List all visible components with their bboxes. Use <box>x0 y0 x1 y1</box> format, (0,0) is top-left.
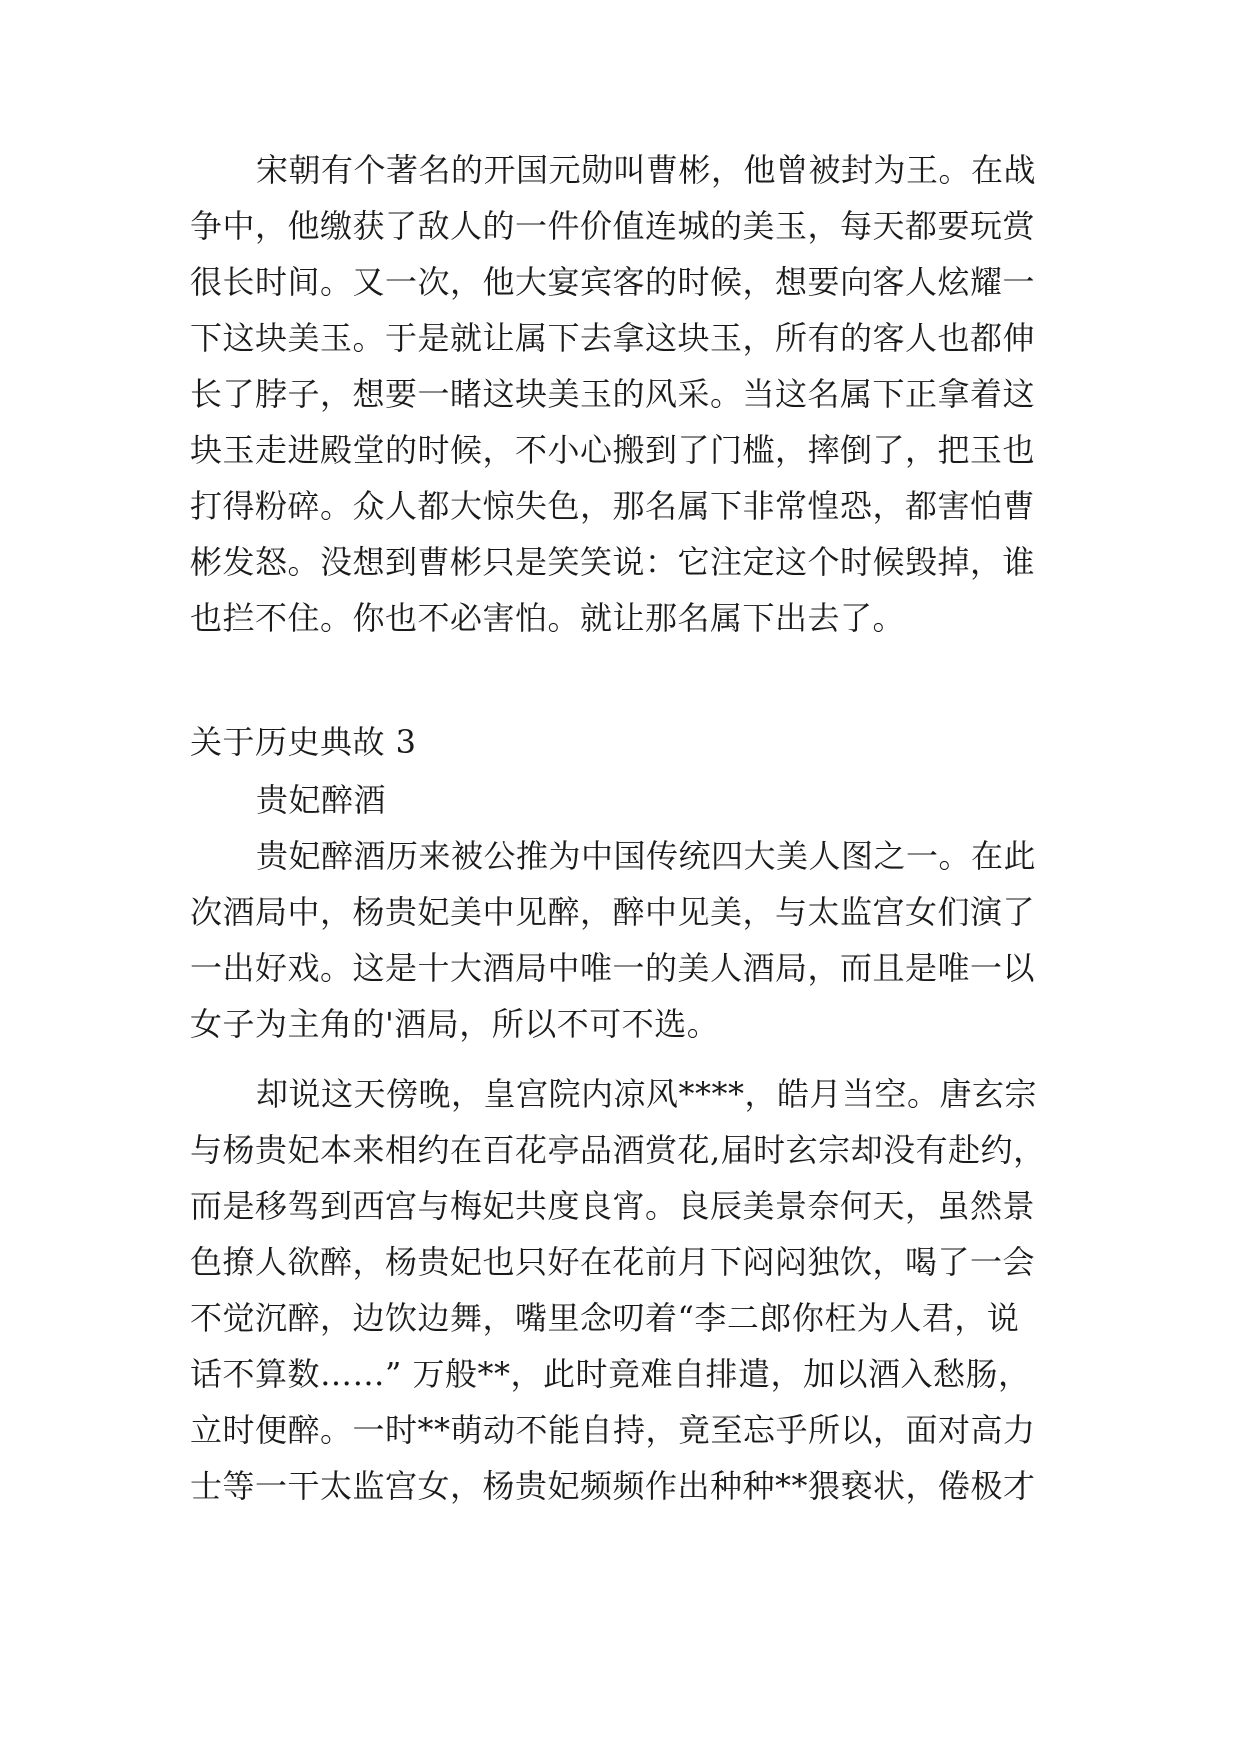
paragraph-3-line-3: 而是移驾到西宫与梅妃共度良宵。良辰美景奈何天，虽然景 <box>190 1187 1036 1225</box>
paragraph-2-line-1: 贵妃醉酒历来被公推为中国传统四大美人图之一。在此 <box>256 837 1037 875</box>
paragraph-1-line-8: 彬发怒。没想到曹彬只是笑笑说：它注定这个时候毁掉，谁 <box>190 543 1036 581</box>
paragraph-2-line-2: 次酒局中，杨贵妃美中见醉，醉中见美，与太监宫女们演了 <box>190 893 1036 931</box>
paragraph-3-line-6: 话不算数……” 万般**，此时竟难自排遣，加以酒入愁肠， <box>190 1355 1031 1393</box>
paragraph-1-line-3: 很长时间。又一次，他大宴宾客的时候，想要向客人炫耀一 <box>190 263 1036 301</box>
paragraph-3-line-7: 立时便醉。一时**萌动不能自持，竟至忘乎所以，面对高力 <box>190 1411 1036 1449</box>
paragraph-3-line-8: 士等一干太监宫女，杨贵妃频频作出种种**猥亵状，倦极才 <box>190 1467 1036 1505</box>
paragraph-3-line-1: 却说这天傍晚，皇宫院内凉风****，皓月当空。唐玄宗 <box>256 1075 1038 1113</box>
paragraph-1-line-7: 打得粉碎。众人都大惊失色，那名属下非常惶恐，都害怕曹 <box>190 487 1036 525</box>
subtitle: 贵妃醉酒 <box>256 781 387 819</box>
paragraph-2-line-3: 一出好戏。这是十大酒局中唯一的美人酒局，而且是唯一以 <box>190 949 1036 987</box>
paragraph-1-line-2: 争中，他缴获了敌人的一件价值连城的美玉，每天都要玩赏 <box>190 207 1036 245</box>
paragraph-1-line-1: 宋朝有个著名的开国元勋叫曹彬，他曾被封为王。在战 <box>256 151 1037 189</box>
paragraph-1-line-6: 块玉走进殿堂的时候，不小心搬到了门槛，摔倒了，把玉也 <box>190 431 1036 469</box>
paragraph-3-line-4: 色撩人欲醉，杨贵妃也只好在花前月下闷闷独饮，喝了一会 <box>190 1243 1036 1281</box>
paragraph-1-line-5: 长了脖子，想要一睹这块美玉的风采。当这名属下正拿着这 <box>190 375 1036 413</box>
paragraph-3-line-5: 不觉沉醉，边饮边舞，嘴里念叨着“李二郎你枉为人君，说 <box>190 1299 1020 1337</box>
section-heading: 关于历史典故 3 <box>190 723 417 761</box>
paragraph-2-line-4: 女子为主角的'酒局，所以不可不选。 <box>190 1005 720 1043</box>
paragraph-1-line-4: 下这块美玉。于是就让属下去拿这块玉，所有的客人也都伸 <box>190 319 1036 357</box>
paragraph-3-line-2: 与杨贵妃本来相约在百花亭品酒赏花,届时玄宗却没有赴约， <box>190 1131 1046 1169</box>
paragraph-1-line-9: 也拦不住。你也不必害怕。就让那名属下出去了。 <box>190 599 906 637</box>
